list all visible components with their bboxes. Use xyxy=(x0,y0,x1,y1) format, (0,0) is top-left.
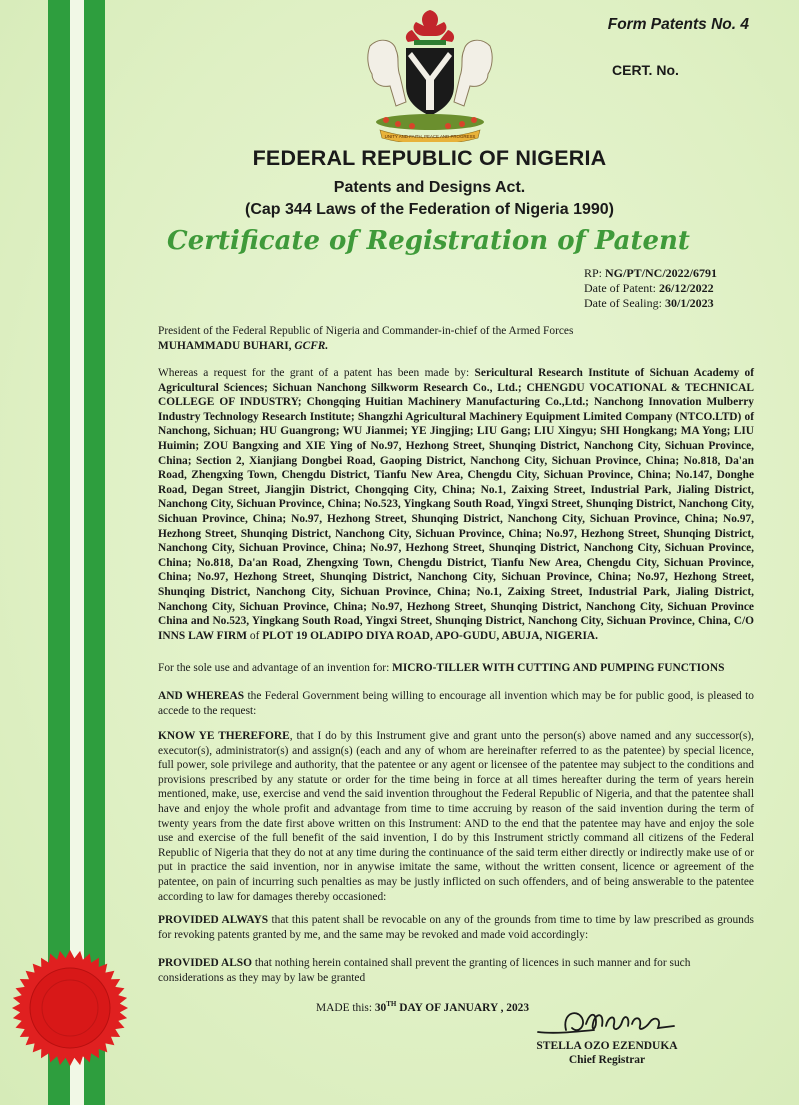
form-label: Form Patents No. 4 xyxy=(607,16,749,33)
agent-address: PLOT 19 OLADIPO DIYA ROAD, APO-GUDU, ABUJA, NIGERIA. xyxy=(262,629,598,642)
coat-of-arms-icon xyxy=(350,6,510,142)
and-whereas-paragraph: AND WHEREAS the Federal Government being willing to encourage all invention which may be for public good, is pleased to accede to the request: xyxy=(158,690,755,717)
president-block xyxy=(158,324,754,353)
country-title: FEDERAL REPUBLIC OF NIGERIA xyxy=(252,146,607,170)
motto-text: UNITY AND FAITH, PEACE AND PROGRESS xyxy=(384,134,476,139)
act-title: Patents and Designs Act. xyxy=(333,179,526,196)
applicants-list: Sericultural Research Institute of Sichuan Academy of Agricultural Sciences; Sichuan Nanchong Silkworm Research Co., Ltd.; CHENGDU VOCATIONAL & TECHNICAL COLLEGE OF INDUSTRY; Chongqing Huitian Machinery Manufacturing Co.,Ltd.; Nanchong Innovation Mulberry Industry Technology Research Institute; Shangzhi Agricultural Machinery Equipment Limited Company (NTCO.LTD) of Nanchong, Sichuan; HU Guangrong; WU Jianmei; YE Jingjing; LIU Gang; LIU Xingyu; SHI Hongkang; MA Yong; LIU Huimin; ZOU Bangxing and XIE Ying of No.97, Hezhong Street, Shunqing District, Nanchong City, Sichuan Province, China; Section 2, Xianjiang Dongbei Road, Gaoping District, Nanchong City, Sichuan Province, China; No.818, Da'an Road, Zhengxing Town, Chengdu District, Tianfu New Area, Chengdu City, Sichuan Province, China; No.147, Donghe Road, Degan Street, Jiangjin District, Chongqing City, China; No.1, Zaixing Street, Industrial Park, Jialing District, Nanchong City, Sichuan Province, China; No.523, Yingkang South Road, Yingxi Street, Shunqing District, Nanchong City, Sichuan Province, China; No.97, Hezhong Street, Shunqing District, Nanchong City, Sichuan Province, China; No.97, Hezhong Street, Shunqing District, Nanchong City, Sichuan Province, China; No.97, Hezhong Street, Shunqing District, Nanchong City, Sichuan Province, China; No.97, Hezhong Street, Shunqing District, Nanchong City, Sichuan Province, China; No.818, Da'an Road, Zhengxing Town, Chengdu District, Tianfu New Area, Chengdu City, Sichuan Province, China; No.97, Hezhong Street, Shunqing District, Nanchong City, Sichuan Province, China; No.97, Hezhong Street, Shunqing District, Nanchong City, Sichuan Province, China; No.1, Zaixing Street, Industrial Park, Jialing District, Nanchong City, Sichuan Province, China; No.97, Hezhong Street, Shunqing District, Nanchong City, Sichuan Province China and No.523, Yingkang South Road, Yingxi Street, Shunqing District, Nanchong City, Sichuan Province, China, C/O INNS LAW FIRM xyxy=(158,367,754,642)
signature-icon xyxy=(534,1004,684,1040)
signatory-name: STELLA OZO EZENDUKA xyxy=(536,1040,678,1052)
signatory-title: Chief Registrar xyxy=(568,1054,646,1066)
request-paragraph: Whereas a request for the grant of a patent has been made by: Sericultural Research Institute of Sichuan Academy of Agricultural Sciences; Sichuan Nanchong Silkworm Research Co., Ltd.; CHENGDU VOCATIONAL & TECHNICAL COLLEGE OF INDUSTRY; Chongqing Huitian Machinery Manufacturing Co.,Ltd.; Nanchong Innovation Mulberry Industry Technology Research Institute; Shangzhi Agricultural Machinery Equipment Limited Company (NTCO.LTD) of Nanchong, Sichuan; HU Guangrong; WU Jianmei; YE Jingjing; LIU Gang; LIU Xingyu; SHI Hongkang; MA Yong; LIU Huimin; ZOU Bangxing and XIE Ying of No.97, Hezhong Street, Shunqing District, Nanchong City, Sichuan Province, China; Section 2, Xianjiang Dongbei Road, Gaoping District, Nanchong City, Sichuan Province, China; No.818, Da'an Road, Zhengxing Town, Chengdu District, Tianfu New Area, Chengdu City, Sichuan Province, China; No.147, Donghe Road, Degan Street, Jiangjin District, Chongqing City, China; No.1, Zaixing Street, Industrial Park, Jialing District, Nanchong City, Sichuan Province, China; No.523, Yingkang South Road, Yingxi Street, Shunqing District, Nanchong City, Sichuan Province, China; No.97, Hezhong Street, Shunqing District, Nanchong City, Sichuan Province, China; No.97, Hezhong Street, Shunqing District, Nanchong City, Sichuan Province, China; No.97, Hezhong Street, Shunqing District, Nanchong City, Sichuan Province, China; No.97, Hezhong Street, Shunqing District, Nanchong City, Sichuan Province, China; No.818, Da'an Road, Zhengxing Town, Chengdu District, Tianfu New Area, Chengdu City, Sichuan Province, China; No.97, Hezhong Street, Shunqing District, Nanchong City, Sichuan Province, China; No.97, Hezhong Street, Shunqing District, Nanchong City, Sichuan Province, China; No.1, Zaixing Street, Industrial Park, Jialing District, Nanchong City, Sichuan Province, China; No.97, Hezhong Street, Shunqing District, Nanchong City, Sichuan Province China and No.523, Yingkang South Road, Yingxi Street, Shunqing District, Nanchong City, Sichuan Province, China, C/O INNS LAW FIRM of PLOT 19 OLADIPO DIYA ROAD, APO-GUDU, ABUJA, NIGERIA. xyxy=(158,367,754,642)
provided-always-paragraph: PROVIDED ALWAYS that this patent shall be revocable on any of the grounds from time to time by law prescribed as grounds for revoking patents granted by me, and the same may be revoked and made void accordingly: xyxy=(158,914,754,941)
know-ye-paragraph: KNOW YE THEREFORE, that I do by this Instrument give and grant unto the person(s) above named and any successor(s), executor(s), administrator(s) and assign(s) (each and any of whom are hereinafter referred to as the patentee) by special licence, full power, sole privilege and authority, that the patentee or any agent or licensee of the patentee may subject to the conditions and provisions prescribed by any statute or order for the time being in force at all times hereafter during the term of years herein mentioned, make, use, exercise and vend the said invention throughout the Federal Republic of Nigeria, and that the patentee shall have and enjoy the whole profit and advantage from time to time accruing by reason of the said invention during the term of twenty years from the date first above written on this Instrument: AND to the end that the patentee may have and enjoy the sole use and exercise of the full benefit of the said invention, I do by this Instrument strictly command all citizens of the Federal Republic of Nigeria that they do not at any time during the continuance of the said term either directly or indirectly make use of or put in practice the said invention, nor in anywise imitate the same, without the written consent, licence or agreement of the patentee, on pain of incurring such penalties as may be justly inflicted on such offenders, and of being answerable to the patentee according to law for damages thereby occasioned: xyxy=(158,730,755,903)
president-line: President of the Federal Republic of Nigeria and Commander-in-chief of the Armed Forces xyxy=(158,325,574,337)
invention-line: For the sole use and advantage of an invention for: MICRO-TILLER WITH CUTTING AND PUMPING FUNCTIONS xyxy=(158,662,725,674)
rp-number: RP: NG/PT/NC/2022/6791 xyxy=(584,266,718,280)
red-seal-icon xyxy=(10,948,130,1068)
president-honour: GCFR. xyxy=(294,339,329,352)
date-of-sealing: Date of Sealing: 30/1/2023 xyxy=(584,296,714,310)
cert-no-label: CERT. No. xyxy=(612,62,679,78)
made-date-line: MADE this: 30TH DAY OF JANUARY , 2023 xyxy=(316,1000,530,1014)
provided-also-paragraph: PROVIDED ALSO that nothing herein contained shall prevent the granting of licences in such manner and for such considerations as they may by law be granted xyxy=(158,957,691,984)
invention-title: MICRO-TILLER WITH CUTTING AND PUMPING FUNCTIONS xyxy=(392,662,725,674)
date-of-patent: Date of Patent: 26/12/2022 xyxy=(584,281,714,295)
cap-title: (Cap 344 Laws of the Federation of Nigeria 1990) xyxy=(245,201,614,218)
president-name: MUHAMMADU BUHARI, xyxy=(158,339,292,352)
certificate-title: Certificate of Registration of Patent xyxy=(167,226,690,256)
